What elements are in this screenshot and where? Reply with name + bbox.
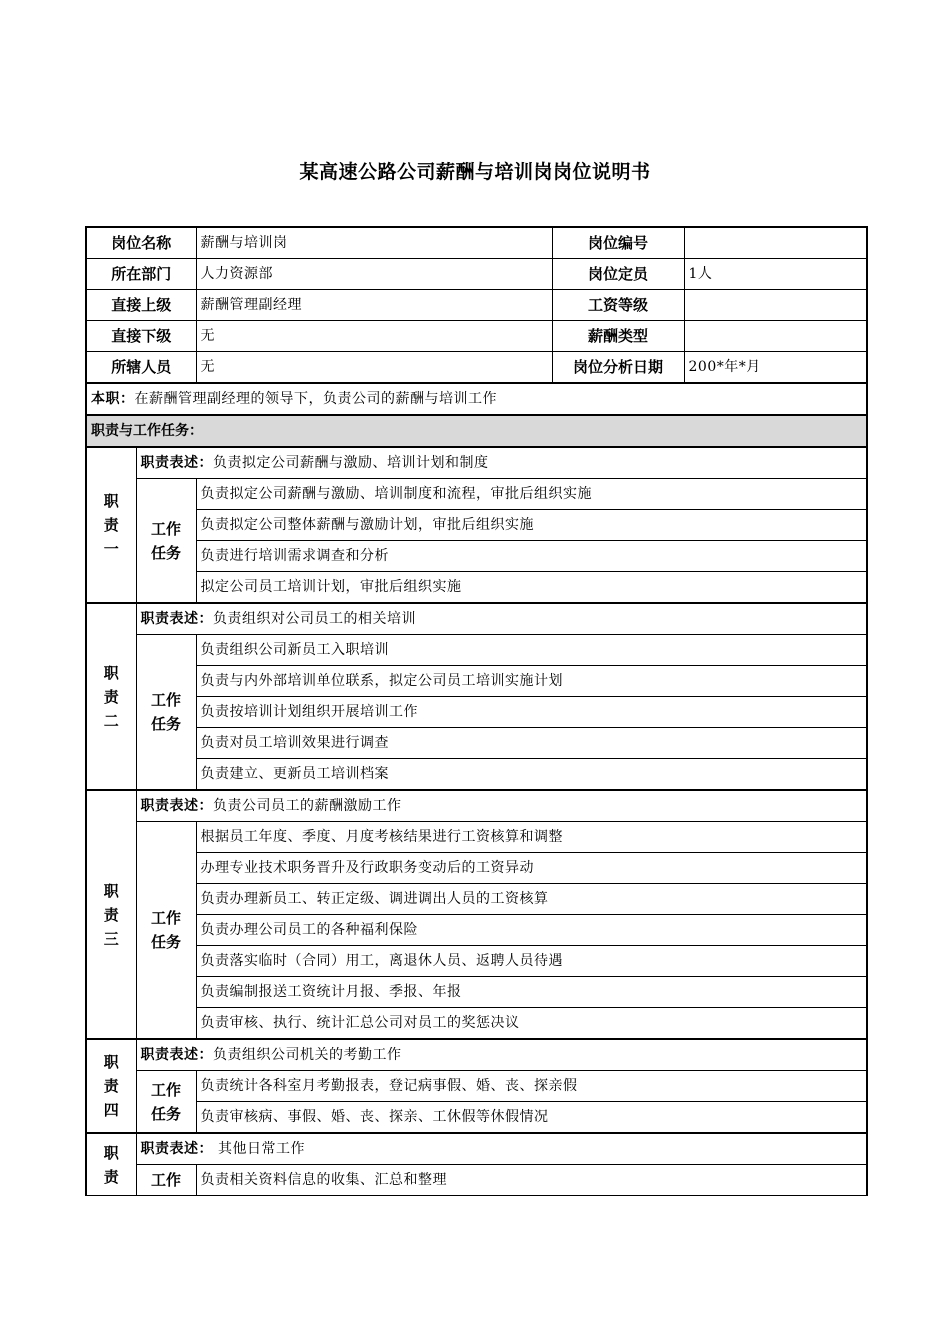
task-item: 负责审核、执行、统计汇总公司对员工的奖惩决议 (196, 1008, 867, 1040)
task-label-text: 工作 (151, 909, 182, 927)
duty-side-label (86, 603, 136, 790)
info-value: 200*年*月 (684, 352, 867, 384)
info-label: 岗位分析日期 (552, 352, 684, 384)
info-value (684, 227, 867, 259)
task-row (86, 759, 867, 791)
duty-description (136, 603, 867, 635)
info-label: 所在部门 (86, 259, 196, 290)
info-value: 无 (196, 352, 552, 384)
task-row (86, 884, 867, 915)
info-label: 岗位定员 (552, 259, 684, 290)
task-item: 负责办理新员工、转正定级、调进调出人员的工资核算 (196, 884, 867, 915)
duty-side-char: 职 (103, 492, 119, 510)
info-value (684, 321, 867, 352)
task-label-text: 任务 (151, 933, 182, 951)
summary-label: 本职： (91, 391, 135, 407)
task-row (86, 1165, 867, 1196)
task-row (86, 510, 867, 541)
duty-description (136, 1039, 867, 1071)
info-value: 薪酬管理副经理 (196, 290, 552, 321)
duty-description-text: 负责组织公司机关的考勤工作 (213, 1047, 402, 1063)
duty-description (136, 1133, 867, 1165)
duty-side-char: 责 (103, 1167, 119, 1186)
task-item: 负责编制报送工资统计月报、季报、年报 (196, 977, 867, 1008)
task-label-text: 任务 (151, 543, 182, 562)
duty-side-char: 三 (103, 929, 119, 948)
task-row (86, 1008, 867, 1040)
task-item: 负责办理公司员工的各种福利保险 (196, 915, 867, 946)
duty-side-char: 责 (103, 905, 119, 924)
page-title: 某高速公路公司薪酬与培训岗岗位说明书 (299, 161, 651, 183)
task-row (86, 666, 867, 697)
task-label-text: 任务 (151, 715, 182, 733)
duty-side-char: 责 (103, 687, 119, 706)
duties-header-row (86, 415, 867, 447)
info-label: 工资等级 (552, 290, 684, 321)
info-label: 岗位名称 (86, 227, 196, 259)
info-value (684, 290, 867, 321)
info-row (86, 321, 867, 352)
task-label (136, 822, 196, 1040)
duty-description-text: 负责拟定公司薪酬与激励、培训计划和制度 (213, 455, 489, 471)
duty-side-char: 责 (103, 1077, 119, 1095)
task-row (86, 541, 867, 572)
info-label: 直接下级 (86, 321, 196, 352)
task-row (86, 1102, 867, 1134)
task-item: 拟定公司员工培训计划，审批后组织实施 (196, 572, 867, 604)
duty-description-row (86, 603, 867, 635)
info-row (86, 227, 867, 259)
task-item: 负责与内外部培训单位联系，拟定公司员工培训实施计划 (196, 666, 867, 697)
task-label (136, 1165, 196, 1196)
duty-description-label: 职责表述： (140, 455, 213, 471)
task-row (86, 572, 867, 604)
duty-side-char: 责 (103, 516, 119, 534)
summary-row (86, 383, 867, 415)
task-item: 根据员工年度、季度、月度考核结果进行工资核算和调整 (196, 822, 867, 853)
task-label (136, 635, 196, 791)
duty-description-text: 负责组织对公司员工的相关培训 (213, 611, 416, 627)
info-label: 岗位编号 (552, 227, 684, 259)
duty-side-label (86, 1039, 136, 1133)
task-row (86, 728, 867, 759)
duty-side-char: 职 (103, 1143, 119, 1162)
task-label-text: 工作 (151, 1171, 182, 1189)
task-label-text: 工作 (151, 691, 182, 709)
task-row (86, 635, 867, 666)
task-row (86, 946, 867, 977)
info-label: 薪酬类型 (552, 321, 684, 352)
task-item: 负责按培训计划组织开展培训工作 (196, 697, 867, 728)
task-item: 负责对员工培训效果进行调查 (196, 728, 867, 759)
duty-description-label: 职责表述： (140, 798, 213, 814)
task-label-text: 工作 (151, 519, 182, 538)
task-row (86, 853, 867, 884)
duty-side-char: 二 (103, 711, 119, 730)
duty-description-row (86, 790, 867, 822)
task-item: 负责拟定公司整体薪酬与激励计划，审批后组织实施 (196, 510, 867, 541)
task-item: 办理专业技术职务晋升及行政职务变动后的工资异动 (196, 853, 867, 884)
info-value: 1人 (684, 259, 867, 290)
task-item: 负责审核病、事假、婚、丧、探亲、工休假等休假情况 (196, 1102, 867, 1134)
task-item: 负责统计各科室月考勤报表，登记病事假、婚、丧、探亲假 (196, 1071, 867, 1102)
duties-header: 职责与工作任务： (91, 423, 203, 439)
duty-side-char: 四 (103, 1101, 119, 1119)
task-item: 负责落实临时（合同）用工，离退休人员、返聘人员待遇 (196, 946, 867, 977)
duty-description-text: 负责公司员工的薪酬激励工作 (213, 798, 402, 814)
task-item: 负责拟定公司薪酬与激励、培训制度和流程，审批后组织实施 (196, 479, 867, 510)
duty-side-char: 一 (103, 540, 119, 558)
duty-description (136, 447, 867, 479)
summary-text: 在薪酬管理副经理的领导下，负责公司的薪酬与培训工作 (134, 391, 497, 407)
duty-side-char: 职 (103, 663, 119, 682)
task-row (86, 1071, 867, 1102)
info-value: 无 (196, 321, 552, 352)
task-label-text: 任务 (151, 1104, 182, 1123)
info-row (86, 290, 867, 321)
info-value: 薪酬与培训岗 (196, 227, 552, 259)
job-description-table (85, 226, 868, 1196)
task-row (86, 479, 867, 510)
task-label (136, 1071, 196, 1134)
task-item: 负责相关资料信息的收集、汇总和整理 (196, 1165, 867, 1196)
duty-description-label: 职责表述： (140, 1141, 213, 1157)
task-row (86, 822, 867, 853)
duty-side-label (86, 1133, 136, 1196)
duty-description-text: 其他日常工作 (213, 1141, 305, 1157)
info-value: 人力资源部 (196, 259, 552, 290)
info-row (86, 259, 867, 290)
info-row (86, 352, 867, 384)
task-item: 负责建立、更新员工培训档案 (196, 759, 867, 791)
task-item: 负责进行培训需求调查和分析 (196, 541, 867, 572)
task-item: 负责组织公司新员工入职培训 (196, 635, 867, 666)
task-row (86, 697, 867, 728)
duty-description (136, 790, 867, 822)
duty-description-label: 职责表述： (140, 1047, 213, 1063)
duties-body (86, 447, 867, 1196)
info-label: 直接上级 (86, 290, 196, 321)
duty-description-row (86, 447, 867, 479)
duty-side-label (86, 790, 136, 1039)
task-row (86, 915, 867, 946)
duty-description-row (86, 1039, 867, 1071)
duty-side-char: 职 (103, 881, 119, 900)
task-row (86, 977, 867, 1008)
info-label: 所辖人员 (86, 352, 196, 384)
duty-side-char: 职 (103, 1053, 119, 1071)
duty-description-label: 职责表述： (140, 611, 213, 627)
task-label (136, 479, 196, 604)
duty-description-row (86, 1133, 867, 1165)
task-label-text: 工作 (151, 1080, 182, 1099)
duty-side-label (86, 447, 136, 603)
